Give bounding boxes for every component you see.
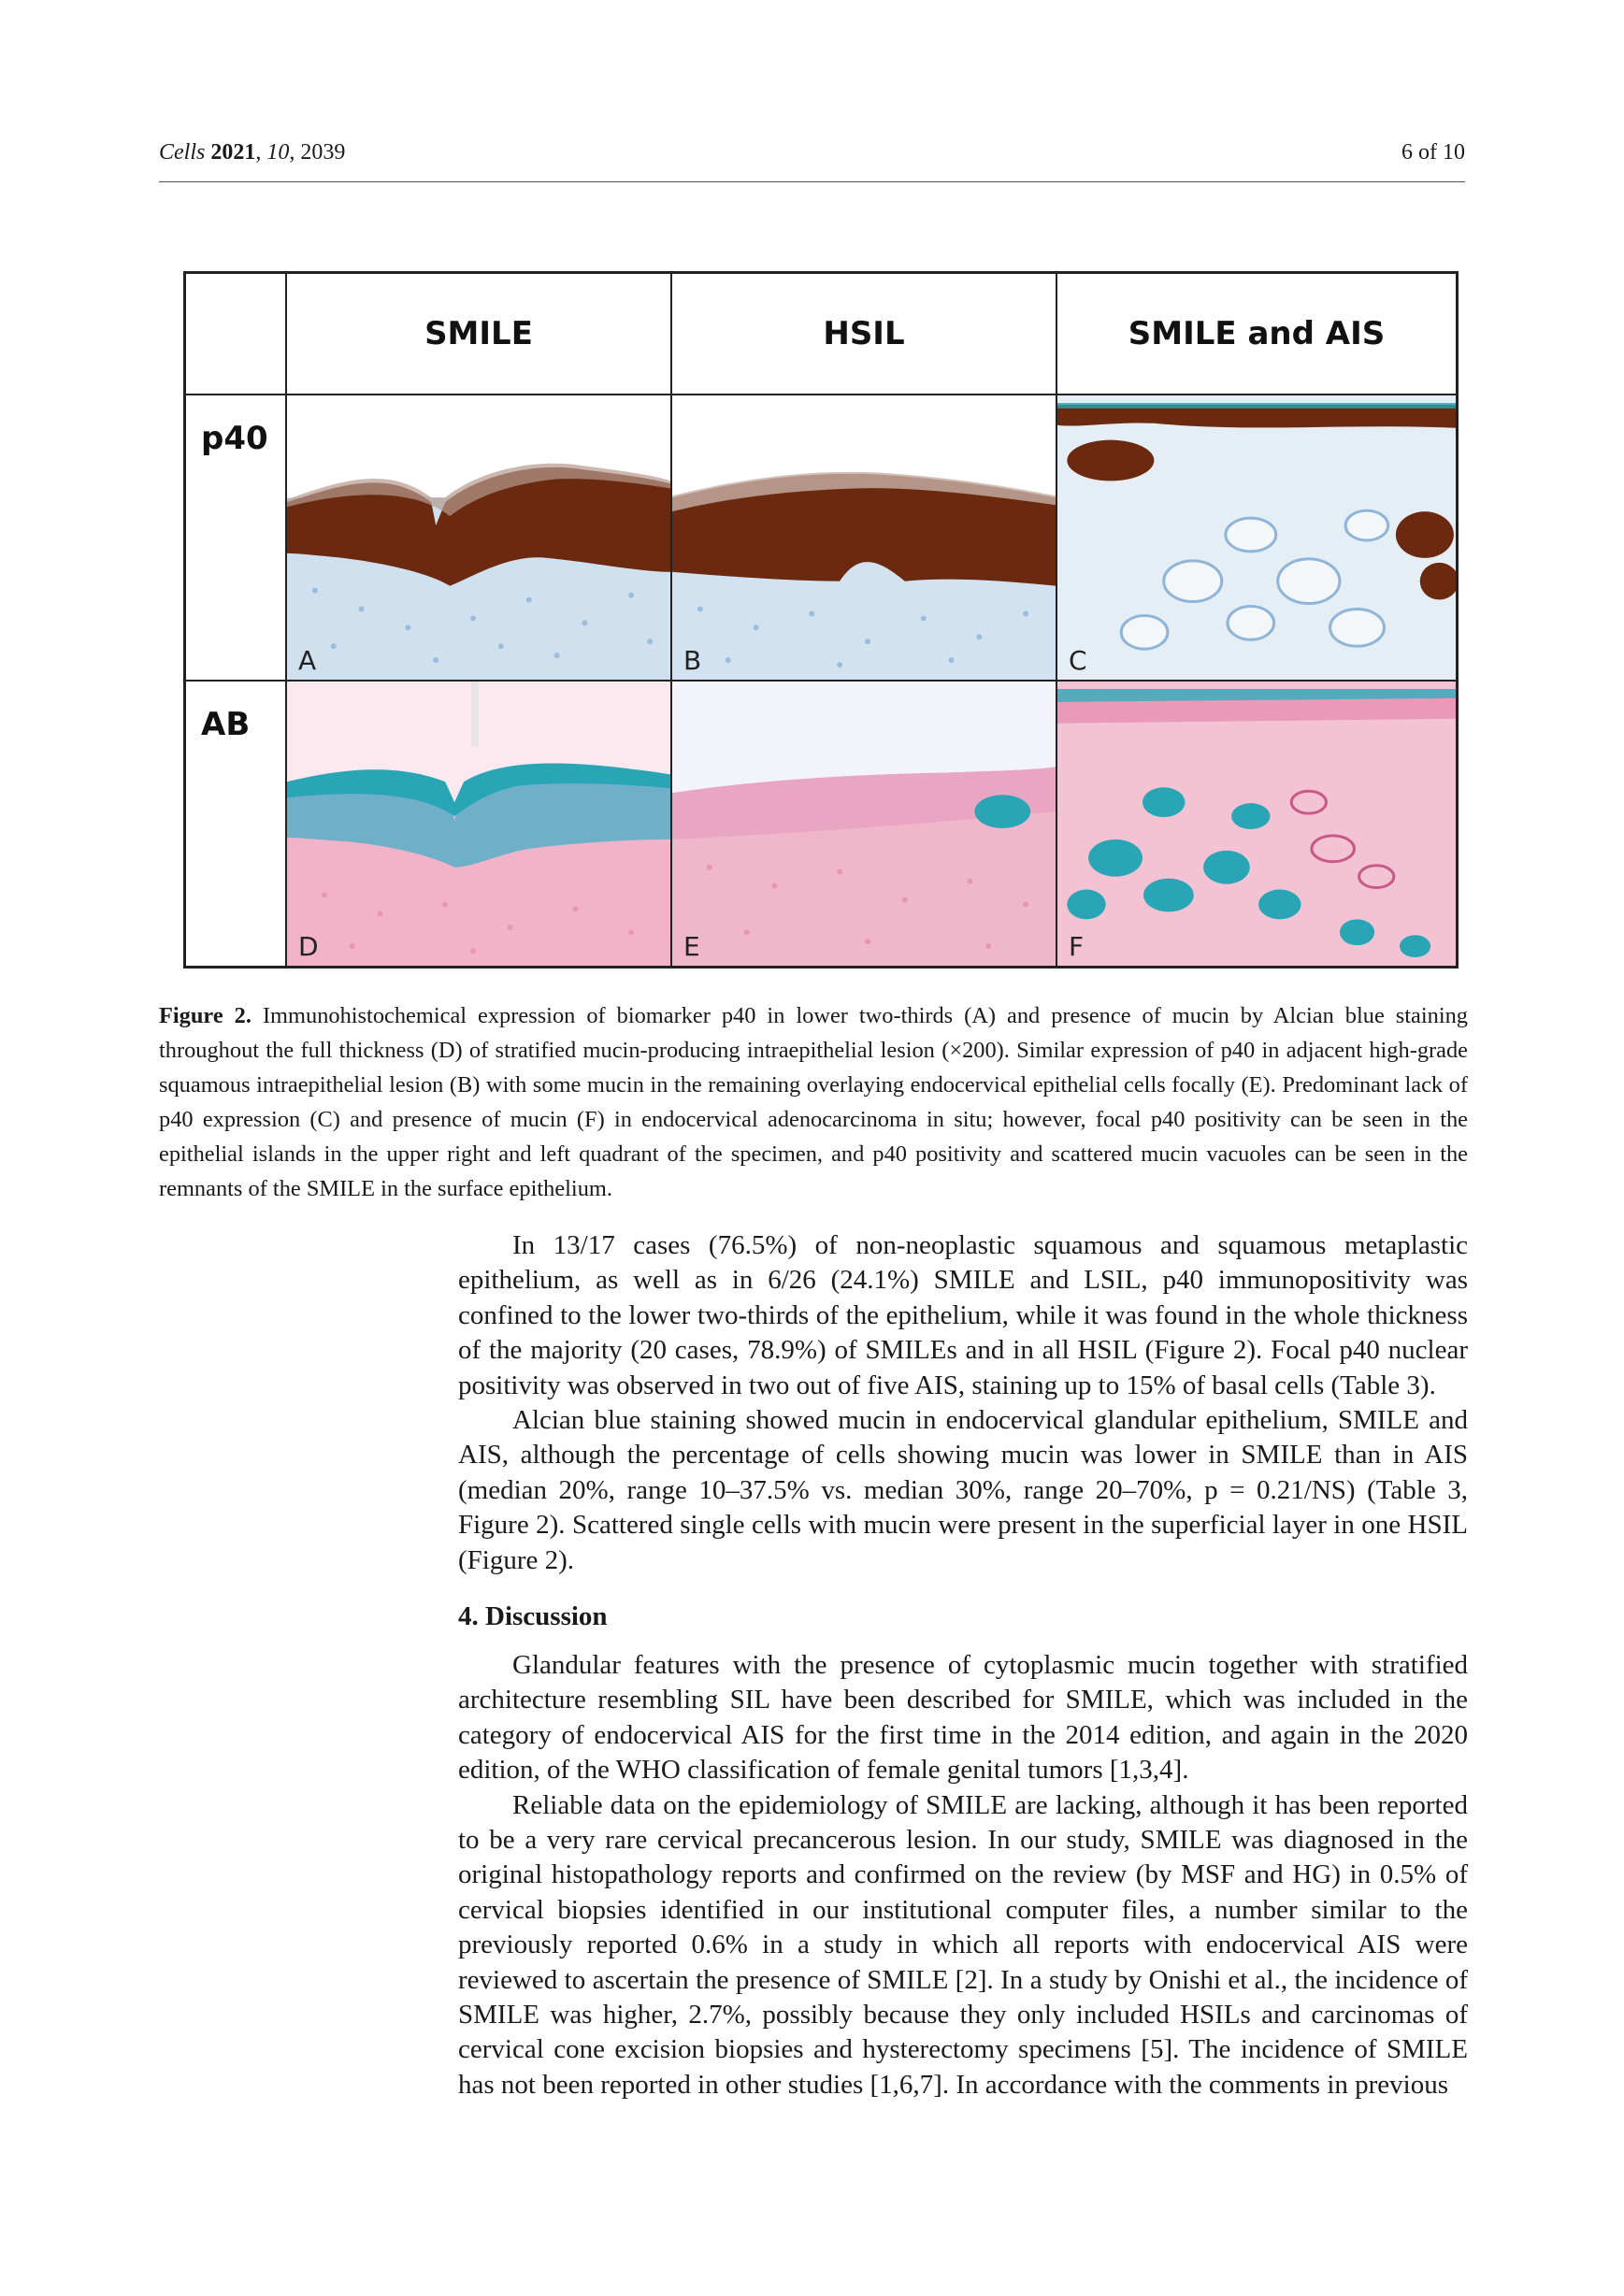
results-text (458, 1228, 1468, 1578)
caption-text: Immunohistochemical expression of biomarker p40 in lower two-thirds (A) and presence of mucin by Alcian blue staining throughout the full thickness (D) of stratified mucin-producing intraepithelial lesion (×200). Similar expression of p40 in adjacent high-grade squamous intraepithelial lesion (B) with some mucin in the remaining overlaying endocervical epithelial cells focally (E). Predominant lack of p40 expression (C) and presence of mucin (F) in endocervical adenocarcinoma in situ; however, focal p40 positivity can be seen in the epithelial islands in the upper right and left quadrant of the specimen, and p40 positivity and scattered mucin vacuoles can be seen in the remnants of the SMILE in the surface epithelium. (159, 1003, 1469, 1201)
paragraph-4: Reliable data on the epidemiology of SMILE are lacking, although it has been reported to be a very rare cervical precancerous lesion. In our study, SMILE was diagnosed in the original histopathology reports and confirmed on the review (by MSF and HG) in 0.5% of cervical biopsies identified in our institutional computer files, a number similar to the previously reported 0.6% in a study in which all reports with endocervical AIS were reviewed to ascertain the presence of SMILE [2]. In a study by Onishi et al., the incidence of SMILE was higher, 2.7%, possibly because they only included HSILs and carcinomas of cervical cone excision biopsies and hysterectomy specimens [5]. The incidence of SMILE has not been reported in other studies [1,6,7]. In accordance with the comments in previous (458, 1789, 1468, 2100)
running-head (159, 140, 1465, 182)
journal-citation: Cells 2021, 10, 2039 (159, 140, 346, 165)
micrograph-panel-e (672, 682, 1057, 966)
panel-label-d: D (298, 931, 319, 962)
micrograph-panel-b (672, 395, 1057, 682)
micrograph-panel-d (287, 682, 672, 966)
micrograph-panel-a (287, 395, 672, 682)
paragraph-3: Glandular features with the presence of cytoplasmic mucin together with stratified architecture resembling SIL have been described for SMILE, which was included in the category of endocervical AIS for the first time in the 2014 edition, and again in the 2020 edition, of the WHO classification of female genital tumors [1,3,4]. (458, 1650, 1468, 1786)
figure-2 (183, 271, 1459, 969)
panel-label-f: F (1069, 931, 1085, 962)
caption-label: Figure 2. (159, 1003, 252, 1028)
corner-cell (186, 274, 287, 395)
page-number: 6 of 10 (1401, 140, 1465, 165)
panel-label-c: C (1069, 645, 1087, 676)
panel-label-b: B (683, 645, 702, 676)
row-header-ab: AB (186, 682, 287, 966)
column-header-smile: SMILE (287, 274, 672, 395)
paragraph-2: Alcian blue staining showed mucin in endocervical glandular epithelium, SMILE and AIS, although the percentage of cells showing mucin was lower in SMILE than in AIS (median 20%, range 10–37.5% vs. median 30%, range 20–70%, p = 0.21/NS) (Table 3, Figure 2). Scattered single cells with mucin were present in the superficial layer in one HSIL (Figure 2). (458, 1405, 1468, 1575)
column-header-hsil: HSIL (672, 274, 1057, 395)
micrograph-panel-c (1057, 395, 1456, 682)
micrograph-panel-f (1057, 682, 1456, 966)
figure-caption (159, 998, 1468, 1206)
panel-label-e: E (683, 931, 700, 962)
paragraph-1: In 13/17 cases (76.5%) of non-neoplastic squamous and squamous metaplastic epithelium, as well as in 6/26 (24.1%) SMILE and LSIL, p40 immunopositivity was confined to the lower two-thirds of the epithelium, while it was found in the whole thickness of the majority (20 cases, 78.9%) of SMILEs and in all HSIL (Figure 2). Focal p40 nuclear positivity was observed in two out of five AIS, staining up to 15% of basal cells (Table 3). (458, 1230, 1468, 1400)
section-heading-discussion: 4. Discussion (458, 1601, 608, 1631)
row-header-p40: p40 (186, 395, 287, 682)
panel-label-a: A (298, 645, 317, 676)
column-header-smile-and-ais: SMILE and AIS (1057, 274, 1456, 395)
discussion-text (458, 1648, 1468, 2102)
